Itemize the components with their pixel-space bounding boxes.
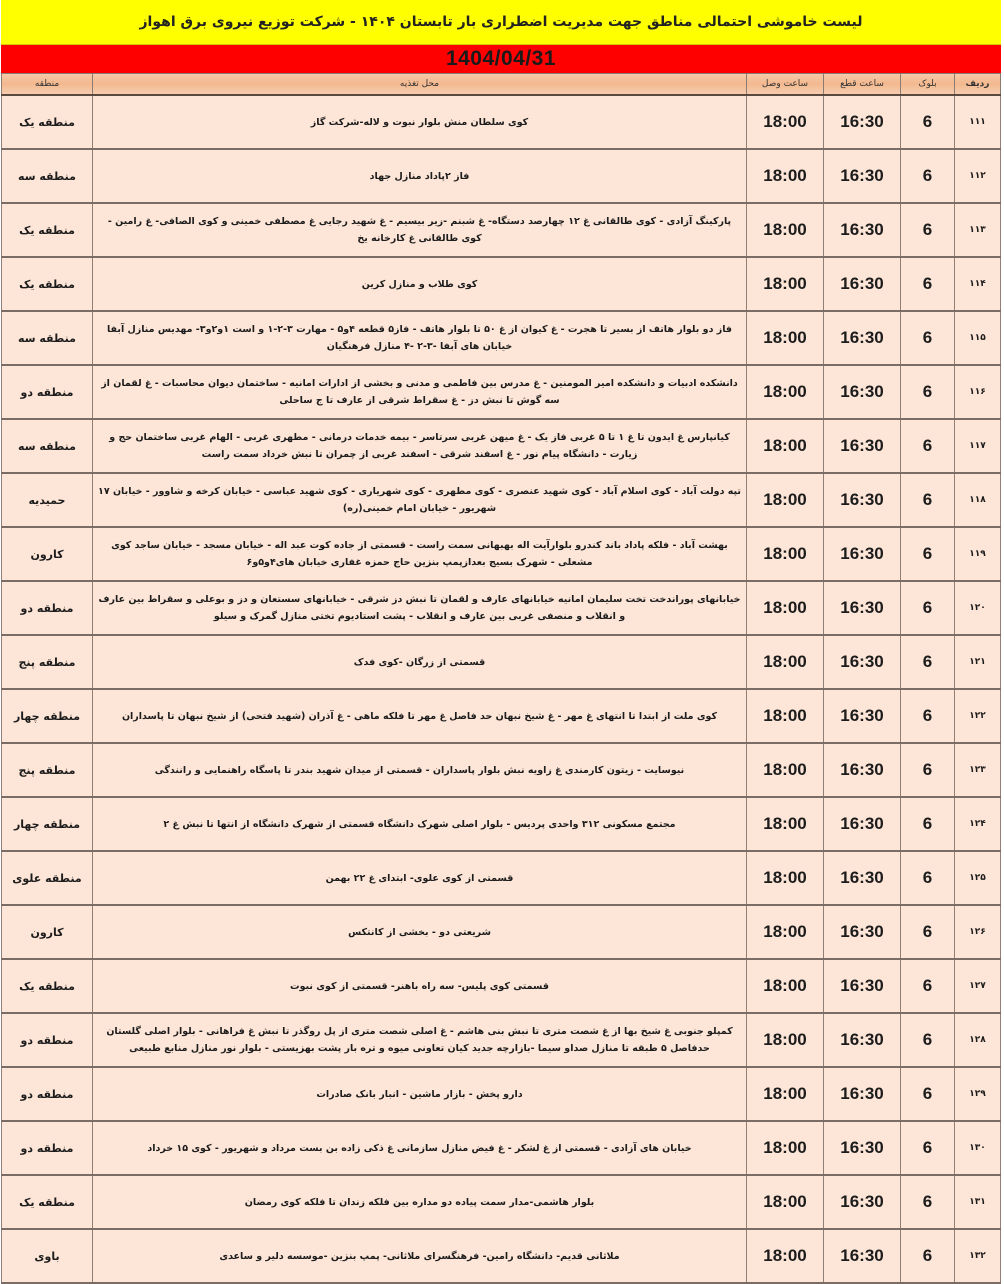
table-row [2, 635, 1001, 689]
cutoff-time-cell: 16:30 [824, 1013, 901, 1067]
row-number-cell: ۱۱۱ [955, 95, 1001, 149]
cutoff-time-cell: 16:30 [824, 581, 901, 635]
location-cell: کمپلو جنوبی غ شیخ بها از غ شصت متری تا نبش بنی هاشم - غ اصلی شصت متری از پل روگذر تا نبش غ فراهانی - بلوار اصلی گلستان حدفاصل ۵ طبقه تا منازل صداو سیما -بازارچه جدید کیان تعاونی میوه و تره بار پشت بهزیستی - بلوار نور منازل منابع طبیعی [93, 1013, 747, 1067]
region-cell: حمیدیه [2, 473, 93, 527]
cutoff-time-cell: 16:30 [824, 473, 901, 527]
region-cell: منطقه یک [2, 203, 93, 257]
block-cell: 6 [901, 743, 955, 797]
location-cell: کوی طلاب و منازل کرین [93, 257, 747, 311]
cutoff-time-cell: 16:30 [824, 257, 901, 311]
region-cell: منطقه سه [2, 311, 93, 365]
location-cell: فاز ۲پاداد منازل جهاد [93, 149, 747, 203]
row-number-cell: ۱۳۲ [955, 1229, 1001, 1283]
cutoff-time-cell: 16:30 [824, 95, 901, 149]
cutoff-time-cell: 16:30 [824, 851, 901, 905]
row-number-cell: ۱۲۴ [955, 797, 1001, 851]
reconnect-time-cell: 18:00 [747, 797, 824, 851]
row-number-cell: ۱۱۵ [955, 311, 1001, 365]
row-number-cell: ۱۲۰ [955, 581, 1001, 635]
region-cell: منطقه چهار [2, 797, 93, 851]
table-row [2, 797, 1001, 851]
cutoff-time-cell: 16:30 [824, 203, 901, 257]
cutoff-time-cell: 16:30 [824, 1229, 901, 1283]
cutoff-time-cell: 16:30 [824, 1175, 901, 1229]
table-body [2, 95, 1001, 1283]
cutoff-time-cell: 16:30 [824, 1121, 901, 1175]
header-location: محل تغذیه [93, 74, 747, 96]
location-cell: پارکینگ آزادی - کوی طالقانی غ ۱۲ چهارصد دستگاه- غ شبنم -زیر بیسیم - غ شهید رجایی غ مصطفی خمینی و کوی الصافی- غ رامین - کوی طالقانی غ کارخانه یخ [93, 203, 747, 257]
region-cell: کارون [2, 905, 93, 959]
location-cell: مجتمع مسکونی ۳۱۲ واحدی پردیس - بلوار اصلی شهرک دانشگاه قسمتی از شهرک دانشگاه از انتها تا نبش غ ۲ [93, 797, 747, 851]
region-cell: منطقه یک [2, 257, 93, 311]
location-cell: قسمتی از زرگان -کوی فدک [93, 635, 747, 689]
cutoff-time-cell: 16:30 [824, 419, 901, 473]
reconnect-time-cell: 18:00 [747, 959, 824, 1013]
location-cell: تپه دولت آباد - کوی اسلام آباد - کوی شهید عنصری - کوی مطهری - کوی شهریاری - کوی شهید عباسی - خیابان کرخه و شاوور - خیابان ۱۷ شهریور - خیابان امام خمینی(ره) [93, 473, 747, 527]
block-cell: 6 [901, 1121, 955, 1175]
reconnect-time-cell: 18:00 [747, 1229, 824, 1283]
row-number-cell: ۱۲۵ [955, 851, 1001, 905]
reconnect-time-cell: 18:00 [747, 905, 824, 959]
block-cell: 6 [901, 1175, 955, 1229]
header-cutoff-time: ساعت قطع [824, 74, 901, 96]
block-cell: 6 [901, 797, 955, 851]
reconnect-time-cell: 18:00 [747, 203, 824, 257]
table-row [2, 1121, 1001, 1175]
header-block: بلوک [901, 74, 955, 96]
table-row [2, 959, 1001, 1013]
row-number-cell: ۱۲۹ [955, 1067, 1001, 1121]
table-row [2, 1175, 1001, 1229]
reconnect-time-cell: 18:00 [747, 149, 824, 203]
region-cell: کارون [2, 527, 93, 581]
block-cell: 6 [901, 1229, 955, 1283]
cutoff-time-cell: 16:30 [824, 635, 901, 689]
region-cell: منطقه پنج [2, 743, 93, 797]
table-row [2, 581, 1001, 635]
location-cell: دانشکده ادبیات و دانشکده امیر المومنین - غ مدرس بین فاطمی و مدنی و بخشی از ادارات امانیه - ساختمان دیوان محاسبات - غ لقمان از سه گوش تا نبش دز - غ سقراط شرقی از عارف تا ج ساحلی [93, 365, 747, 419]
table-row [2, 1013, 1001, 1067]
reconnect-time-cell: 18:00 [747, 635, 824, 689]
cutoff-time-cell: 16:30 [824, 149, 901, 203]
cutoff-time-cell: 16:30 [824, 959, 901, 1013]
reconnect-time-cell: 18:00 [747, 1013, 824, 1067]
row-number-cell: ۱۱۴ [955, 257, 1001, 311]
block-cell: 6 [901, 527, 955, 581]
cutoff-time-cell: 16:30 [824, 797, 901, 851]
reconnect-time-cell: 18:00 [747, 473, 824, 527]
outage-schedule-page [1, 0, 1001, 1284]
reconnect-time-cell: 18:00 [747, 419, 824, 473]
location-cell: خیابانهای پوراندخت تخت سلیمان امانیه خیابانهای عارف و لقمان تا نبش دز شرقی - خیابانهای سستعان و دز و بوعلی و سقراط بین عارف و انقلاب و منصفی غربی بین عارف و انقلاب - پشت استادیوم تختی منازل گمرک و سیلو [93, 581, 747, 635]
reconnect-time-cell: 18:00 [747, 1121, 824, 1175]
reconnect-time-cell: 18:00 [747, 1175, 824, 1229]
location-cell: فاز دو بلوار هاتف از بسیر تا هجرت - غ کیوان از غ ۵۰ تا بلوار هاتف - فاز۵ قطعه ۴و۵ - مهارت ۳-۲-۱ و است ۱و۲و۳- مهدیس منازل آبفا خیابان های آبفا -۳-۲ -۴ منازل فرهنگیان [93, 311, 747, 365]
row-number-cell: ۱۲۷ [955, 959, 1001, 1013]
region-cell: منطقه چهار [2, 689, 93, 743]
location-cell: بهشت آباد - فلکه پاداد باند کندرو بلوارآیت اله بهبهانی سمت راست - قسمتی از جاده کوت عبد اله - خیابان مسجد - خیابان ساجد کوی مشعلی - شهرک بسیج بعدازپمپ بنزین حاج حمزه غفاری خیابان های۴و۵و۶ [93, 527, 747, 581]
block-cell: 6 [901, 473, 955, 527]
row-number-cell: ۱۳۰ [955, 1121, 1001, 1175]
table-row [2, 419, 1001, 473]
table-row [2, 203, 1001, 257]
row-number-cell: ۱۱۹ [955, 527, 1001, 581]
region-cell: منطقه دو [2, 1067, 93, 1121]
cutoff-time-cell: 16:30 [824, 743, 901, 797]
cutoff-time-cell: 16:30 [824, 311, 901, 365]
table-row [2, 689, 1001, 743]
table-row [2, 851, 1001, 905]
row-number-cell: ۱۲۸ [955, 1013, 1001, 1067]
row-number-cell: ۱۲۲ [955, 689, 1001, 743]
block-cell: 6 [901, 905, 955, 959]
table-row [2, 311, 1001, 365]
cutoff-time-cell: 16:30 [824, 527, 901, 581]
location-cell: بلوار هاشمی-مدار سمت پیاده دو مداره بین فلکه زندان تا فلکه کوی رمضان [93, 1175, 747, 1229]
block-cell: 6 [901, 257, 955, 311]
region-cell: منطقه دو [2, 581, 93, 635]
cutoff-time-cell: 16:30 [824, 365, 901, 419]
row-number-cell: ۱۱۸ [955, 473, 1001, 527]
block-cell: 6 [901, 365, 955, 419]
block-cell: 6 [901, 203, 955, 257]
table-row [2, 95, 1001, 149]
region-cell: منطقه یک [2, 1175, 93, 1229]
block-cell: 6 [901, 149, 955, 203]
block-cell: 6 [901, 959, 955, 1013]
reconnect-time-cell: 18:00 [747, 1067, 824, 1121]
header-reconnect-time: ساعت وصل [747, 74, 824, 96]
block-cell: 6 [901, 1067, 955, 1121]
reconnect-time-cell: 18:00 [747, 257, 824, 311]
block-cell: 6 [901, 635, 955, 689]
row-number-cell: ۱۲۶ [955, 905, 1001, 959]
region-cell: منطقه دو [2, 1121, 93, 1175]
region-cell: منطقه یک [2, 95, 93, 149]
block-cell: 6 [901, 419, 955, 473]
location-cell: کیانپارس غ ایدون تا غ ۱ تا ۵ غربی فاز یک - غ میهن غربی سرتاسر - بیمه خدمات درمانی - مطهری غربی - الهام غربی ساختمان حج و زیارت - دانشگاه پیام نور - غ اسفند شرقی - اسفند غربی از چمران تا نبش خرداد سمت راست [93, 419, 747, 473]
location-cell: خیابان های آزادی - قسمتی از غ لشکر - غ فیض منازل سازمانی غ ذکی زاده بن بست مرداد و شهریور - کوی ۱۵ خرداد [93, 1121, 747, 1175]
row-number-cell: ۱۳۱ [955, 1175, 1001, 1229]
region-cell: منطقه دو [2, 1013, 93, 1067]
table-header-row [2, 74, 1001, 96]
region-cell: منطقه دو [2, 365, 93, 419]
row-number-cell: ۱۱۲ [955, 149, 1001, 203]
header-region: منطقه [2, 74, 93, 96]
table-row [2, 149, 1001, 203]
table-row [2, 257, 1001, 311]
table-row [2, 905, 1001, 959]
reconnect-time-cell: 18:00 [747, 581, 824, 635]
row-number-cell: ۱۱۷ [955, 419, 1001, 473]
region-cell: منطقه علوی [2, 851, 93, 905]
table-row [2, 1067, 1001, 1121]
region-cell: منطقه یک [2, 959, 93, 1013]
block-cell: 6 [901, 311, 955, 365]
reconnect-time-cell: 18:00 [747, 95, 824, 149]
region-cell: منطقه سه [2, 149, 93, 203]
reconnect-time-cell: 18:00 [747, 851, 824, 905]
row-number-cell: ۱۱۳ [955, 203, 1001, 257]
location-cell: کوی سلطان منش بلوار نبوت و لاله-شرکت گاز [93, 95, 747, 149]
location-cell: کوی ملت از ابتدا تا انتهای غ مهر - غ شیخ نبهان حد فاصل غ مهر تا فلکه ماهی - غ آذران (شهید فتحی) از شیخ نبهان تا پاسداران [93, 689, 747, 743]
location-cell: ملاثانی قدیم- دانشگاه رامین- فرهنگسرای ملاثانی- پمپ بنزین -موسسه دلیر و ساعدی [93, 1229, 747, 1283]
schedule-date: 1404/04/31 [1, 45, 1001, 73]
location-cell: شریعتی دو - بخشی از کانتکس [93, 905, 747, 959]
location-cell: قسمتی کوی پلیس- سه راه باهنر- قسمتی از کوی نبوت [93, 959, 747, 1013]
row-number-cell: ۱۲۱ [955, 635, 1001, 689]
outage-table [1, 73, 1001, 1284]
location-cell: نیوسایت - زیتون کارمندی غ زاویه نبش بلوار پاسداران - قسمتی از میدان شهید بندر تا پاسگاه راهنمایی و رانندگی [93, 743, 747, 797]
reconnect-time-cell: 18:00 [747, 743, 824, 797]
block-cell: 6 [901, 581, 955, 635]
block-cell: 6 [901, 1013, 955, 1067]
region-cell: منطقه سه [2, 419, 93, 473]
location-cell: قسمتی از کوی علوی- ابتدای غ ۲۲ بهمن [93, 851, 747, 905]
reconnect-time-cell: 18:00 [747, 689, 824, 743]
table-row [2, 743, 1001, 797]
cutoff-time-cell: 16:30 [824, 1067, 901, 1121]
row-number-cell: ۱۱۶ [955, 365, 1001, 419]
block-cell: 6 [901, 689, 955, 743]
table-row [2, 365, 1001, 419]
region-cell: باوی [2, 1229, 93, 1283]
header-row-number: ردیف [955, 74, 1001, 96]
cutoff-time-cell: 16:30 [824, 689, 901, 743]
table-row [2, 473, 1001, 527]
table-row [2, 1229, 1001, 1283]
reconnect-time-cell: 18:00 [747, 311, 824, 365]
row-number-cell: ۱۲۳ [955, 743, 1001, 797]
location-cell: دارو پخش - بازار ماشین - انبار بانک صادرات [93, 1067, 747, 1121]
block-cell: 6 [901, 851, 955, 905]
block-cell: 6 [901, 95, 955, 149]
region-cell: منطقه پنج [2, 635, 93, 689]
page-title: لیست خاموشی احتمالی مناطق جهت مدیریت اضطراری بار تابستان ۱۴۰۴ - شرکت توزیع نیروی برق اهواز [1, 0, 1001, 45]
cutoff-time-cell: 16:30 [824, 905, 901, 959]
reconnect-time-cell: 18:00 [747, 365, 824, 419]
table-row [2, 527, 1001, 581]
reconnect-time-cell: 18:00 [747, 527, 824, 581]
